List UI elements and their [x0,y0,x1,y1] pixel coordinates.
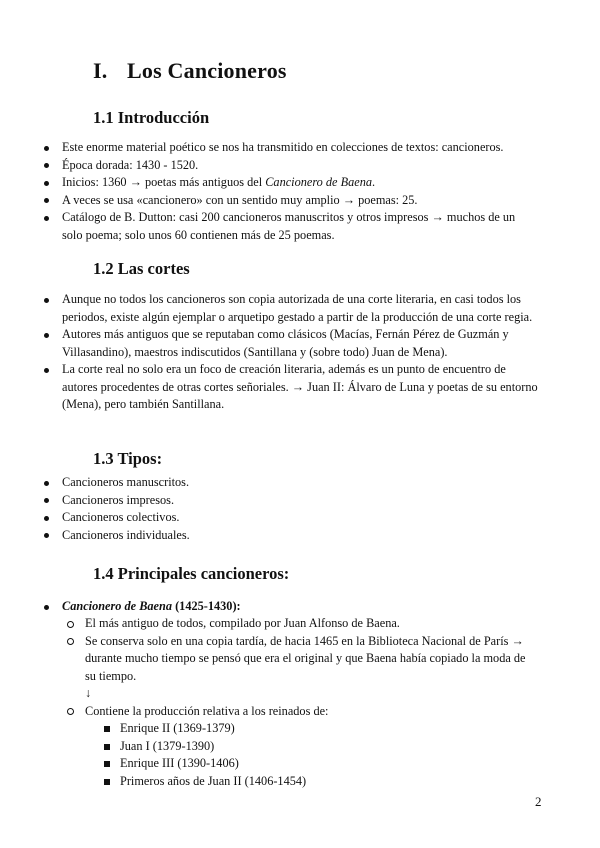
reign-item: Primeros años de Juan II (1406-1454) [0,773,600,791]
italic-title: Cancionero de Baena [62,599,172,613]
principales-list [0,598,600,616]
list-item: Cancioneros individuales. [0,527,600,545]
title-number: I. [93,58,108,83]
sub-list-item: Se conserva solo en una copia tardía, de hacia 1465 en la Biblioteca Nacional de París → durante mucho tiempo se pensó que era el original y que Baena había copiado la moda de su tiempo. [0,633,600,686]
list-item: Aunque no todos los cancioneros son copia autorizada de una corte literaria, en casi todos los periodos, existe algún ejemplar o arquetipo gestado a partir de la producción de una corte regia. [0,291,600,326]
reign-item: Enrique III (1390-1406) [0,755,600,773]
tipos-list [0,474,600,544]
list-item: Cancioneros impresos. [0,492,600,510]
list-item: A veces se usa «cancionero» con un sentido muy amplio → poemas: 25. [0,192,600,210]
section-heading-intro: 1.1 Introducción [93,108,210,127]
intro-list [0,139,600,244]
title-text: Los Cancioneros [127,58,287,83]
italic-title: Cancionero de Baena [265,175,372,189]
list-item: Autores más antiguos que se reputaban como clásicos (Macías, Fernán Pérez de Guzmán y Villasandino), maestros indiscutidos (Santillana y (sobre todo) Juan de Mena). [0,326,600,361]
section-heading-cortes: 1.2 Las cortes [93,259,190,278]
cortes-list [0,291,600,414]
sub-list-item: El más antiguo de todos, compilado por Juan Alfonso de Baena. [0,615,600,633]
page-title [93,58,287,84]
down-arrow: ↓ [85,686,92,700]
reign-item: Juan I (1379-1390) [0,738,600,756]
page-number: 2 [535,794,542,809]
list-item: Cancioneros colectivos. [0,509,600,527]
reigns-list [0,720,600,790]
sub-list-item: Contiene la producción relativa a los reinados de: [0,703,600,721]
list-item: Este enorme material poético se nos ha transmitido en colecciones de textos: cancioneros. [0,139,600,157]
list-item: Época dorada: 1430 - 1520. [0,157,600,175]
list-item: La corte real no solo era un foco de creación literaria, además es un punto de encuentro de autores procedentes de otras cortes señoriales. → Juan II: Álvaro de Luna y poetas de su entorno (Mena), pero también Santillana. [0,361,600,414]
reign-item: Enrique II (1369-1379) [0,720,600,738]
section-heading-tipos: 1.3 Tipos: [93,449,163,468]
baena-sublist [0,615,600,720]
section-heading-principales: 1.4 Principales cancioneros: [93,564,290,583]
list-item: Inicios: 1360 → poetas más antiguos del Cancionero de Baena. [0,174,600,192]
list-item: Cancionero de Baena (1425-1430): [0,598,600,616]
list-item: Catálogo de B. Dutton: casi 200 cancioneros manuscritos y otros impresos → muchos de un solo poema; solo unos 60 contienen más de 25 poemas. [0,209,600,244]
list-item: Cancioneros manuscritos. [0,474,600,492]
